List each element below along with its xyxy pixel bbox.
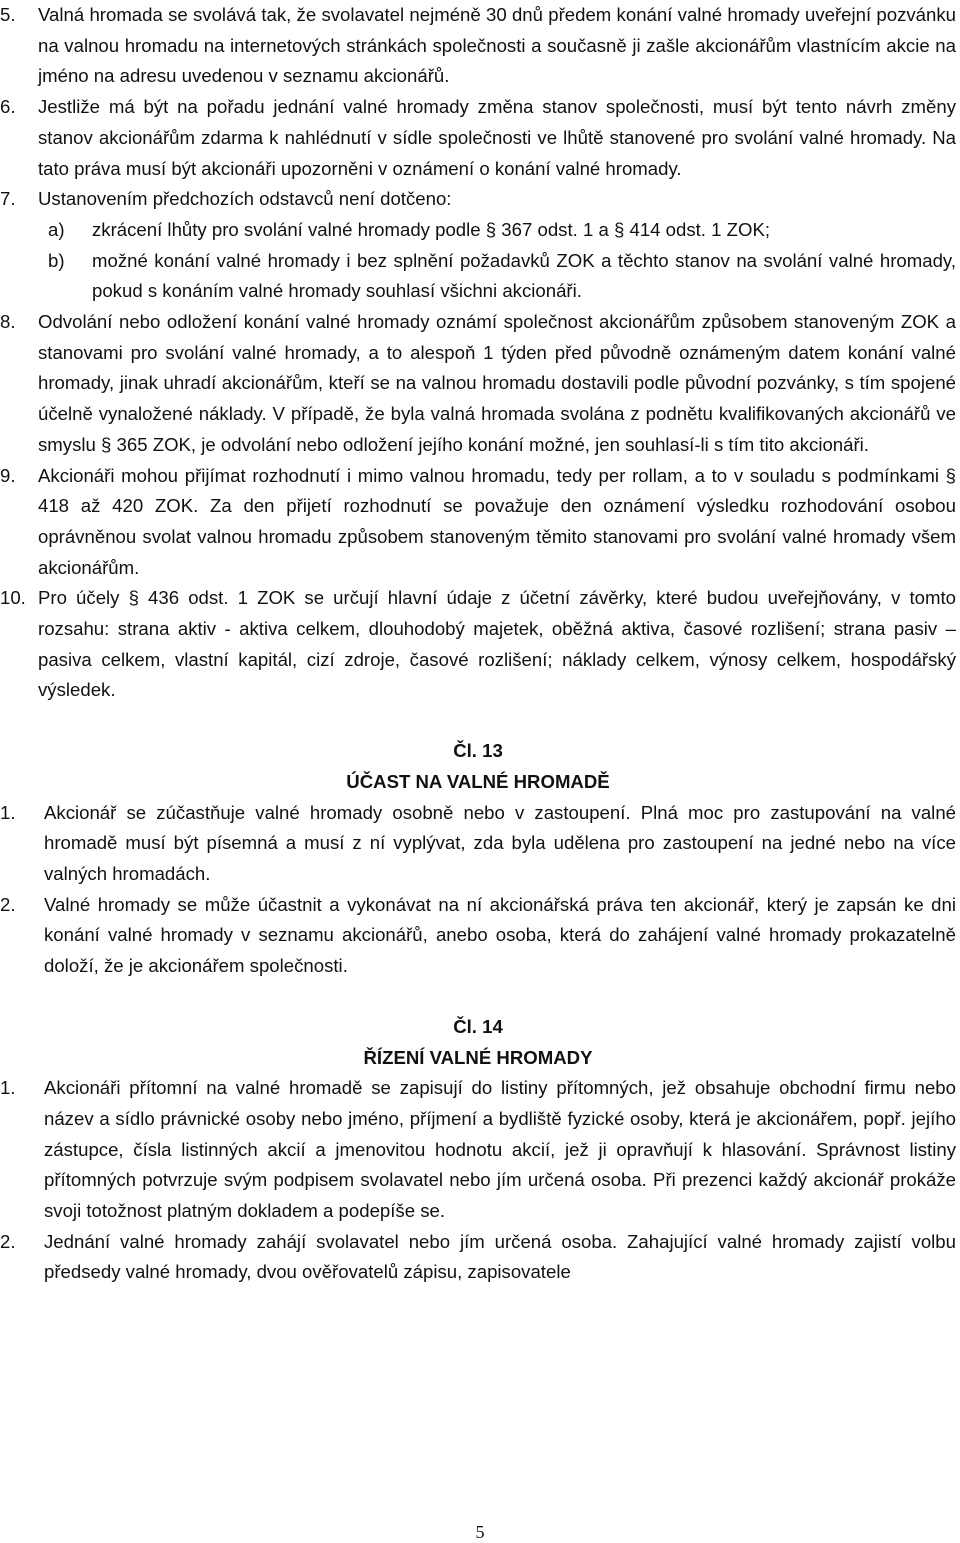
paragraph-text: Odvolání nebo odložení konání valné hromady oznámí společnost akcionářům způsobem stanoveným ZOK a stanovami pro svolání valné hromady, a to alespoň 1 týden před původně oznámeným datem konání valné hromady, jinak uhradí akcionářům, kteří se na valnou hromadu dostavili podle původní pozvánky, s tím spojené účelně vynaložené náklady. V případě, že byla valná hromada svolána z podnětu kvalifikovaných akcionářů ve smyslu § 365 ZOK, je odvolání nebo odložení jejího konání možné, jen souhlasí-li s tím tito akcionáři. — [38, 311, 956, 455]
paragraph-text: Pro účely § 436 odst. 1 ZOK se určují hlavní údaje z účetní závěrky, které budou uveřejňovány, v tomto rozsahu: strana aktiv - aktiva celkem, dlouhodobý majetek, oběžná aktiva, časové rozlišení; strana pasiv – pasiva celkem, vlastní kapitál, cizí zdroje, časové rozlišení; náklady celkem, výnosy celkem, hospodářský výsledek. — [38, 587, 956, 701]
item-number: 1. — [0, 801, 16, 823]
article-14-item-2 — [0, 1227, 956, 1288]
paragraph-5 — [0, 0, 956, 92]
item-number: 2. — [0, 893, 16, 915]
paragraph-number: 5. — [0, 4, 16, 25]
paragraph-number: 8. — [0, 311, 16, 333]
article-number: Čl. 14 — [453, 1015, 503, 1037]
article-13-item-1 — [0, 798, 956, 890]
subitem-letter: b) — [48, 249, 65, 271]
subitem-a — [0, 215, 956, 246]
paragraph-text: Jestliže má být na pořadu jednání valné hromady změna stanov společnosti, musí být tento návrh změny stanov akcionářům zdarma k nahlédnutí v sídle společnosti ve lhůtě stanovené pro svolání valné hromady. Na tato práva musí být akcionáři upozorněni v oznámení o konání valné hromady. — [38, 96, 956, 179]
item-text: Valné hromady se může účastnit a vykonávat na ní akcionářská práva ten akcionář, který je zapsán ke dni konání valné hromady v seznamu akcionářů, anebo osoba, která do zahájení valné hromady prokazatelně doloží, že je akcionářem společnosti. — [44, 893, 956, 977]
subitem-text: možné konání valné hromady i bez splnění požadavků ZOK a těchto stanov na svolání valné hromady, pokud s konáním valné hromady souhlasí všichni akcionáři. — [92, 249, 956, 302]
article-number: Čl. 13 — [453, 740, 503, 762]
subitem-letter: a) — [48, 218, 65, 240]
paragraph-number: 10. — [0, 587, 26, 609]
article-13-item-2 — [0, 890, 956, 982]
paragraph-text: Akcionáři mohou přijímat rozhodnutí i mimo valnou hromadu, tedy per rollam, a to v souladu s podmínkami § 418 až 420 ZOK. Za den přijetí rozhodnutí se považuje den oznámení výsledku rozhodování osobou oprávněnou svolat valnou hromadu způsobem stanoveným těmito stanovami pro svolání valné hromady všem akcionářům. — [38, 464, 956, 578]
item-text: Jednání valné hromady zahájí svolavatel nebo jím určená osoba. Zahajující valné hromady zajistí volbu předsedy valné hromady, dvou ověřovatelů zápisu, zapisovatele — [44, 1230, 956, 1283]
section-general-meeting-convening — [0, 0, 956, 215]
article-title: ŘÍZENÍ VALNÉ HROMADY — [363, 1046, 593, 1068]
paragraph-8 — [0, 307, 956, 461]
item-text: Akcionář se zúčastňuje valné hromady osobně nebo v zastoupení. Plná moc pro zastupování na valné hromadě musí být písemná a musí z ní vyplývat, zda byla udělena pro zastoupení na jedné nebo na více valných hromadách. — [44, 801, 956, 884]
item-number: 1. — [0, 1077, 16, 1099]
page-number: 5 — [475, 1522, 485, 1542]
item-text: Akcionáři přítomní na valné hromadě se zapisují do listiny přítomných, jež obsahuje obchodní firmu nebo název a sídlo právnické osoby nebo jméno, příjmení a bydliště fyzické osoby, která je akcionářem, popř. jejího zástupce, čísla listinných akcií a jmenovitou hodnotu akcií, jež ji opravňují k hlasování. Správnost listiny přítomných potvrzuje svým podpisem svolavatel nebo jím určená osoba. Při prezenci každý akcionář prokáže svoji totožnost platným dokladem a podepíše se. — [44, 1077, 956, 1222]
subitem-text: zkrácení lhůty pro svolání valné hromady podle § 367 odst. 1 a § 414 odst. 1 ZOK; — [92, 218, 771, 240]
paragraph-text: Valná hromada se svolává tak, že svolavatel nejméně 30 dnů předem konání valné hromady uveřejní pozvánku na valnou hromadu na internetových stránkách společnosti a současně ji zašle akcionářům vlastnícím akcie na jméno na adresu uvedenou v seznamu akcionářů. — [38, 4, 956, 87]
paragraph-number: 6. — [0, 96, 16, 118]
article-14-item-1 — [0, 1073, 956, 1227]
paragraph-number: 7. — [0, 188, 16, 210]
paragraph-10 — [0, 583, 956, 706]
section-general-meeting-continued — [0, 307, 956, 706]
paragraph-text: Ustanovením předchozích odstavců není dotčeno: — [38, 188, 452, 210]
paragraph-9 — [0, 461, 956, 584]
article-14 — [0, 1012, 956, 1288]
subitem-b — [0, 246, 956, 307]
paragraph-7 — [0, 184, 956, 215]
paragraph-number: 9. — [0, 464, 16, 486]
paragraph-6 — [0, 92, 956, 184]
article-title: ÚČAST NA VALNÉ HROMADĚ — [346, 770, 610, 792]
item-number: 2. — [0, 1230, 16, 1252]
article-13 — [0, 736, 956, 982]
